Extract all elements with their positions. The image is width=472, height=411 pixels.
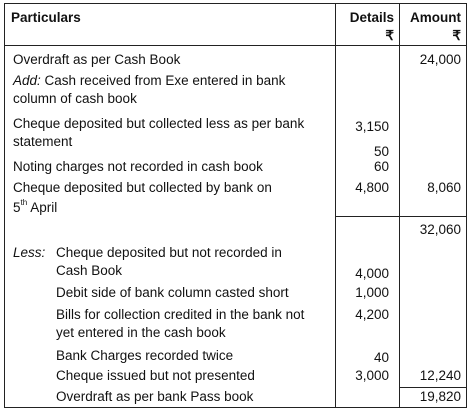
subtotal-amount: 32,060 (419, 222, 461, 237)
add-cash-detail: 3,150 (355, 119, 389, 134)
less-total-amount: 12,240 (419, 368, 461, 383)
add-prefix: Add: (13, 73, 41, 88)
add-cash-line1 (13, 72, 285, 89)
overdraft-cash-book-label: Overdraft as per Cash Book (13, 52, 181, 67)
col-divider-1 (335, 3, 336, 408)
rupee-symbol-amount: ₹ (452, 28, 461, 43)
bills-detail: 4,200 (355, 307, 389, 322)
cheque-5th-line1: Cheque deposited but collected by bank on (13, 180, 272, 195)
add-cash-text: Cash received from Exe entered in bank (44, 73, 286, 88)
less-cheque-line1 (13, 244, 45, 261)
cheque-5th-detail: 4,800 (355, 180, 389, 195)
less-cheque-line2: Cash Book (56, 263, 123, 278)
bills-line1: Bills for collection credited in the bank not (56, 307, 305, 322)
overdraft-pass-book-label: Overdraft as per bank Pass book (56, 389, 254, 404)
overdraft-cash-book-amount: 24,000 (419, 52, 461, 67)
header-details: Details (349, 10, 394, 25)
bills-line2: yet entered in the cash book (56, 325, 226, 340)
border-left (4, 3, 5, 408)
cheque-5th-sup: th (20, 198, 28, 207)
add-total-amount: 8,060 (427, 180, 461, 195)
cheque-issued-label: Cheque issued but not presented (56, 368, 255, 383)
cheque-less-detail: 50 (373, 144, 389, 159)
header-amount: Amount (410, 10, 461, 25)
cheque-less-line2: statement (13, 134, 73, 149)
border-top (4, 3, 467, 4)
subtotal-rule (335, 216, 467, 217)
add-cash-line2: column of cash book (13, 91, 137, 106)
reconciliation-table (4, 3, 467, 408)
cheque-5th-day: 5 (13, 200, 21, 215)
debit-short-detail: 1,000 (355, 285, 389, 300)
cheque-5th-month: April (30, 200, 58, 215)
noting-charges-label: Noting charges not recorded in cash book (13, 159, 263, 174)
less-cheque-detail: 4,000 (355, 266, 389, 281)
overdraft-pass-book-amount: 19,820 (419, 389, 461, 404)
less-cheque-text1: Cheque deposited but not recorded in (56, 245, 282, 260)
cheque-issued-detail: 3,000 (355, 368, 389, 383)
header-particulars: Particulars (11, 10, 81, 25)
debit-short-label: Debit side of bank column casted short (56, 285, 289, 300)
bank-charges-label: Bank Charges recorded twice (56, 348, 234, 363)
border-right (466, 3, 467, 408)
bank-charges-detail: 40 (373, 350, 389, 365)
cheque-less-line1: Cheque deposited but collected less as per bank (13, 116, 305, 131)
noting-charges-detail: 60 (373, 159, 389, 174)
cheque-5th-line2 (13, 199, 57, 216)
header-rule (4, 45, 467, 46)
rupee-symbol-details: ₹ (385, 28, 394, 43)
border-bottom (4, 407, 467, 408)
less-prefix: Less: (13, 245, 46, 260)
